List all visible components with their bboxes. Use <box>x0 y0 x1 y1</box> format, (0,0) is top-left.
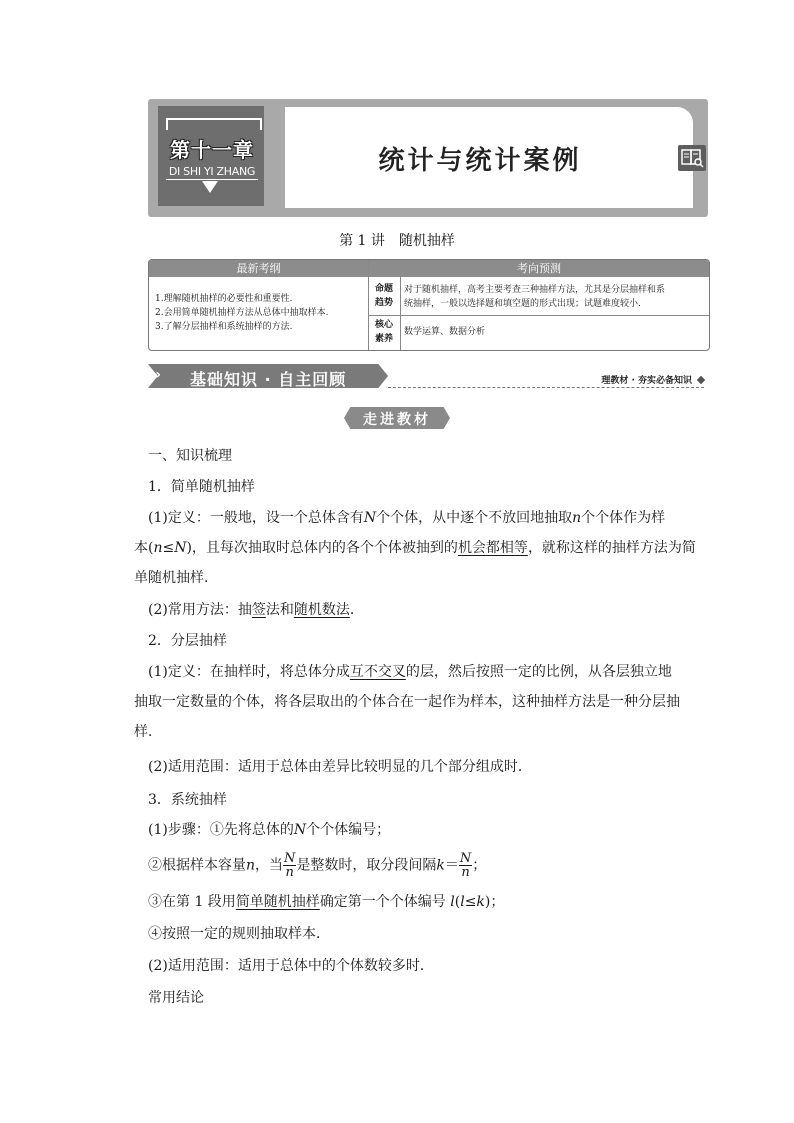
text: 个个体，从中逐个不放回地抽取 <box>376 510 573 526</box>
subheading-systematic: 3．系统抽样 <box>148 792 227 808</box>
paragraph-s1-methods <box>148 600 364 620</box>
var: n <box>572 510 582 526</box>
text: 的层，然后按照一定的比例，从各层独立地 <box>405 664 672 680</box>
badge-divider <box>166 179 258 180</box>
text: 个个体编号； <box>306 822 391 838</box>
condition: l≤k <box>460 894 485 910</box>
text: ． <box>349 602 364 618</box>
header-trend: 考向预测 <box>369 260 709 277</box>
diamond-icon <box>697 376 705 384</box>
core-text: 数学运算、数据分析 <box>404 327 486 337</box>
text: ③在第 1 段用 <box>148 894 236 910</box>
syllabus-item: 2.会用简单随机抽样方法从总体中抽取样本. <box>155 308 329 318</box>
var: k <box>436 857 445 874</box>
text: ，就称这样的抽样方法为简 <box>527 540 696 556</box>
subheading-stratified: 2．分层抽样 <box>148 633 227 649</box>
trend-text: 对于随机抽样，高考主要考查三种抽样方法，尤其是分层抽样和系 <box>404 285 666 295</box>
heading-conclusion: 常用结论 <box>148 990 204 1006</box>
text: (2)常用方法：抽 <box>148 602 252 618</box>
double-chevron-icon: » <box>152 367 159 383</box>
lecture-title: 第 1 讲 随机抽样 <box>339 233 455 249</box>
paragraph-s3-scope: (2)适用范围：适用于总体中的个体数较多时． <box>148 958 434 974</box>
paragraph-s3-step3 <box>148 892 504 912</box>
text: (1)定义：在抽样时，将总体分成 <box>148 664 350 680</box>
paragraph-s2-def-line2: 抽取一定数量的个体，将各层取出的个体合在一起作为样本，这种抽样方法是一种分层抽 <box>134 694 680 710</box>
underlined-term: 互不交叉 <box>349 664 406 680</box>
text: 法和 <box>265 602 294 618</box>
paragraph-s2-def-line3: 样． <box>134 724 162 740</box>
var: l <box>450 894 455 910</box>
core-label: 核心 <box>374 320 393 330</box>
paragraph-s1-def-line2 <box>134 538 696 558</box>
underlined-term: 签 <box>251 602 266 618</box>
paragraph-s3-step4: ④按照一定的规则抽取样本． <box>148 926 330 942</box>
var: N <box>293 822 307 838</box>
text: ＝ <box>444 857 459 874</box>
fraction-numerator: N <box>284 851 296 866</box>
section-rule <box>388 387 704 388</box>
text: ； <box>472 857 487 874</box>
section-subtitle: 理教材 · 夯实必备知识 <box>601 376 692 386</box>
chapter-title: 统计与统计案例 <box>378 146 582 176</box>
chapter-number: 第十一章 <box>170 138 254 162</box>
text: (1)步骤：①先将总体的 <box>148 822 294 838</box>
paragraph-s1-def <box>148 508 665 528</box>
text: 个个体作为样 <box>581 510 666 526</box>
text: 本( <box>134 540 154 556</box>
underlined-term: 机会都相等 <box>457 540 528 556</box>
text: 是整数时，取分段间隔 <box>296 857 437 874</box>
header-syllabus: 最新考纲 <box>149 260 368 277</box>
paragraph-s1-def-line3: 单随机抽样． <box>134 570 218 586</box>
paragraph-s2-scope: (2)适用范围：适用于总体由差异比较明显的几个部分组成时． <box>148 759 532 775</box>
row-divider <box>369 315 709 316</box>
underlined-term: 简单随机抽样 <box>235 894 320 910</box>
syllabus-item: 3.了解分层抽样和系统抽样的方法. <box>155 322 293 332</box>
text: )； <box>484 894 505 910</box>
heading-knowledge: 一、知识梳理 <box>148 448 232 464</box>
fraction-numerator: N <box>459 851 472 866</box>
fraction-denominator: n <box>285 865 294 880</box>
section-title: 基础知识 · 自主回顾 <box>190 370 347 389</box>
subheading-simple-random <box>148 477 255 497</box>
trend-text: 统抽样，一般以选择题和填空题的形式出现；试题难度较小. <box>404 299 641 309</box>
trend-label: 命题 <box>374 284 393 294</box>
badge-decoration <box>166 118 262 130</box>
text: )，且每次抽取时总体内的各个个体被抽到的 <box>186 540 458 556</box>
var: N <box>363 510 377 526</box>
text: (1)定义：一般地，设一个总体含有 <box>148 510 364 526</box>
label-divider <box>400 277 401 350</box>
syllabus-item: 1.理解随机抽样的必要性和重要性. <box>155 294 293 304</box>
chapter-pinyin: DI SHI YI ZHANG <box>168 165 256 178</box>
triangle-down-icon <box>202 181 218 193</box>
text: 1．简单随机抽样 <box>148 479 255 495</box>
underlined-term: 随机数法 <box>293 602 350 618</box>
trend-label: 趋势 <box>374 298 393 308</box>
paragraph-s3-step2 <box>148 852 486 879</box>
paragraph-s3-step1 <box>148 820 390 840</box>
paragraph-s2-def <box>148 662 672 682</box>
textbook-tag-label: 走进教材 <box>363 412 431 428</box>
condition: n≤N <box>153 540 187 556</box>
fraction <box>459 852 472 879</box>
text: 确定第一个个体编号 <box>319 894 451 910</box>
var: n <box>246 857 256 874</box>
text: ，当 <box>255 857 284 874</box>
core-label: 素养 <box>374 334 393 344</box>
book-search-icon <box>678 145 706 171</box>
text: ( <box>454 894 461 910</box>
text: ②根据样本容量 <box>148 857 246 874</box>
fraction-denominator: n <box>461 865 470 880</box>
fraction <box>283 852 296 879</box>
outline-table <box>148 259 710 351</box>
